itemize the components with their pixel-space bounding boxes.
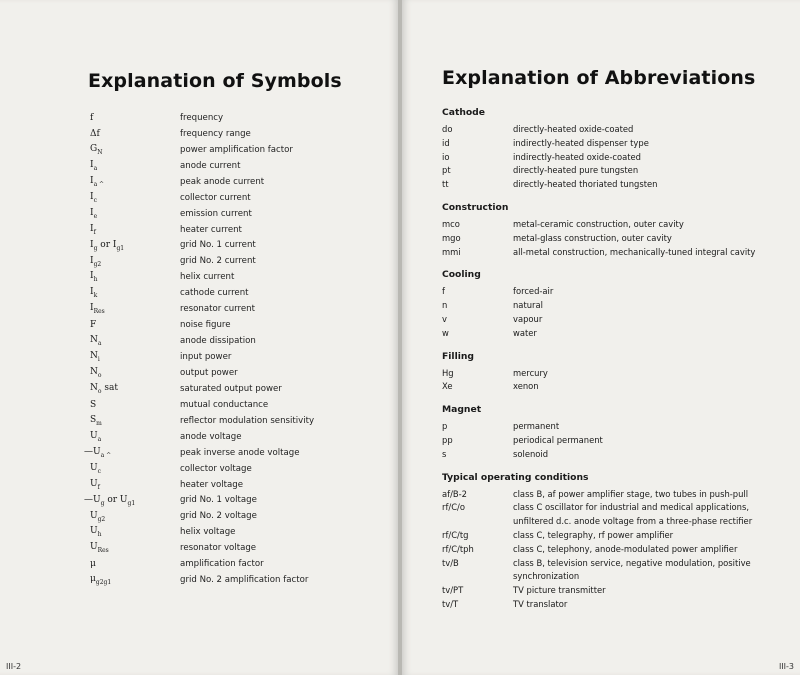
abbreviation: w: [442, 327, 449, 338]
symbol: $I_{a \^{}}$: [90, 175, 105, 188]
symbol-row: [90, 206, 314, 222]
symbol: $U_{Res}$: [90, 542, 109, 555]
symbol: S: [90, 399, 97, 410]
symbol: μ: [90, 559, 96, 570]
abbreviation: af/B-2: [442, 488, 467, 499]
abbreviation-description: class C, telephony, anode-modulated power amplifier: [513, 543, 738, 554]
symbol-description: helix current: [180, 272, 235, 283]
symbol: $\mu_{g2g1}$: [90, 574, 112, 587]
section-heading: Filling: [442, 350, 474, 362]
abbreviation-description: directly-heated oxide-coated: [513, 124, 634, 134]
symbol-row: [90, 126, 314, 142]
abbreviation-description: vapour: [513, 313, 543, 324]
section-gap: [442, 259, 792, 268]
abbreviation-description: TV picture transmitter: [513, 585, 606, 596]
abbreviation-row: [442, 313, 792, 327]
abbreviation-row: [442, 598, 792, 612]
abbreviation: rf/C/o: [442, 502, 466, 513]
abbreviation-section: [442, 106, 792, 192]
symbol: F: [90, 320, 97, 331]
symbol-description: noise figure: [180, 320, 231, 331]
abbreviation: f: [442, 286, 445, 297]
symbol-description: collector current: [180, 192, 251, 203]
symbol-row: [90, 413, 314, 429]
symbol: Δf: [90, 128, 100, 139]
abbreviation-section: [442, 403, 792, 461]
symbol: $N_o$: [90, 367, 102, 379]
section-heading: Magnet: [442, 404, 482, 416]
symbol-description: input power: [180, 352, 232, 363]
abbreviation-row: [442, 380, 792, 394]
abbreviation-row: [442, 232, 792, 246]
symbol: $I_{Res}$: [90, 303, 105, 316]
abbreviation: Hg: [442, 367, 454, 378]
abbreviation-description: metal-ceramic construction, outer cavity: [513, 218, 684, 229]
symbol-row: [90, 365, 314, 381]
abbreviation-description: water: [513, 327, 537, 338]
symbol-description: grid No. 1 current: [180, 240, 256, 251]
abbreviation: Xe: [442, 381, 453, 392]
symbol: $N_a$: [90, 335, 102, 347]
page-title: Explanation of Abbreviations: [442, 67, 756, 89]
abbreviation: id: [442, 137, 450, 148]
symbol: $I_e$: [90, 207, 98, 220]
symbol: $I_h$: [90, 271, 98, 284]
symbol-description: amplification factor: [180, 559, 264, 570]
symbol-row: [84, 445, 314, 461]
abbreviation: tv/B: [442, 557, 459, 568]
abbreviation-row: [442, 178, 792, 192]
symbol-description: cathode current: [180, 288, 249, 299]
symbol: $I_f$: [90, 223, 96, 236]
symbol-description: frequency: [180, 112, 224, 123]
symbol-row: [90, 238, 314, 254]
symbol: $—U_{a \^{}}$: [84, 446, 112, 459]
section-heading: Typical operating conditions: [442, 471, 589, 483]
symbol-description: mutual conductance: [180, 399, 269, 410]
abbreviation-description: indirectly-heated dispenser type: [513, 137, 649, 148]
abbreviation-section: [442, 268, 792, 340]
abbreviation-row: [442, 137, 792, 151]
symbol-description: output power: [180, 367, 238, 378]
symbol: $U_c$: [90, 462, 101, 475]
right-page: [402, 0, 800, 675]
abbreviation: pt: [442, 165, 451, 176]
section-heading: Cathode: [442, 107, 485, 118]
abbreviation-description: class C, telegraphy, rf power amplifier: [513, 529, 674, 540]
symbol: $I_a$: [90, 159, 98, 172]
symbol-description: peak anode current: [180, 176, 265, 187]
symbol-description: heater voltage: [180, 479, 244, 490]
symbol-row: [90, 349, 314, 365]
symbol-description: resonator voltage: [180, 543, 257, 554]
abbreviation-description: class B, af power amplifier stage, two tubes in push-pull: [513, 488, 749, 499]
abbreviation-section: [442, 201, 792, 259]
section-gap: [442, 462, 792, 471]
abbreviation-row: [442, 246, 792, 260]
symbol: $—U_g$ or $U_{g1}$: [84, 494, 136, 507]
abbreviation-row: [442, 434, 792, 448]
symbol-row: [90, 317, 314, 333]
abbreviation-row: [442, 557, 792, 585]
symbol-description: resonator current: [180, 304, 255, 315]
symbol-row: [84, 493, 314, 509]
symbol: $I_c$: [90, 191, 97, 204]
symbol: $U_a$: [90, 430, 102, 443]
abbreviation: mco: [442, 218, 460, 229]
symbol-row: [90, 333, 314, 349]
symbol-description: peak inverse anode voltage: [180, 447, 300, 458]
abbreviation-row: [442, 448, 792, 462]
symbol: f: [90, 112, 94, 123]
symbol-row: [90, 174, 314, 190]
symbol-description: anode voltage: [180, 431, 242, 442]
abbreviation-section: [442, 350, 792, 395]
section-heading: Cooling: [442, 269, 481, 281]
abbreviation-row: [442, 123, 792, 137]
symbol: $G_N$: [90, 143, 103, 156]
page-title: Explanation of Symbols: [88, 70, 342, 92]
abbreviation-row: [442, 501, 792, 529]
abbreviation-description: natural: [513, 300, 543, 311]
symbol-row: [90, 572, 314, 588]
symbol-row: [90, 222, 314, 238]
abbreviation-section: [442, 471, 792, 612]
symbol: $S_m$: [90, 414, 102, 427]
symbol-description: saturated output power: [180, 383, 282, 394]
symbol: $N_o$ sat: [90, 383, 118, 395]
abbreviation: tv/T: [442, 598, 459, 609]
abbreviation-sections: [442, 106, 792, 612]
abbreviation: rf/C/tph: [442, 543, 474, 554]
section-gap: [442, 341, 792, 350]
symbol-row: [90, 397, 314, 413]
symbol: $I_k$: [90, 287, 98, 300]
symbol-description: frequency range: [180, 128, 251, 139]
symbol-row: [90, 253, 314, 269]
abbreviation: n: [442, 300, 448, 311]
abbreviation: do: [442, 124, 453, 134]
abbreviation: rf/C/tg: [442, 529, 469, 540]
symbol-row: [90, 301, 314, 317]
symbol-row: [90, 429, 314, 445]
symbol-row: [90, 461, 314, 477]
symbol-row: [90, 269, 314, 285]
abbreviation-row: [442, 543, 792, 557]
abbreviation-description: forced-air: [513, 286, 554, 297]
abbreviation-row: [442, 420, 792, 434]
symbol-description: reflector modulation sensitivity: [180, 415, 315, 426]
abbreviation: v: [442, 313, 447, 324]
symbol-list: [84, 110, 315, 588]
abbreviation-description: class C oscillator for industrial and medical applications, unfiltered d.c. anode voltage from a three-phase rectifier: [513, 502, 753, 527]
section-gap: [442, 394, 792, 403]
abbreviation-description: xenon: [513, 381, 539, 392]
abbreviation-description: directly-heated thoriated tungsten: [513, 179, 658, 190]
abbreviation-row: [442, 164, 792, 178]
symbol-description: helix voltage: [180, 527, 236, 538]
symbol-description: grid No. 2 amplification factor: [180, 575, 309, 586]
symbol: $I_{g2}$: [90, 255, 102, 268]
abbreviation-description: periodical permanent: [513, 434, 603, 445]
symbol-description: grid No. 2 voltage: [180, 511, 257, 522]
symbol: $U_{g2}$: [90, 510, 106, 523]
abbreviation-row: [442, 299, 792, 313]
abbreviation-row: [442, 218, 792, 232]
left-page: [0, 0, 398, 675]
abbreviation: io: [442, 151, 450, 162]
symbol-row: [90, 158, 314, 174]
abbreviation-description: solenoid: [513, 448, 549, 459]
abbreviation-description: permanent: [513, 421, 560, 432]
abbreviation-row: [442, 151, 792, 165]
symbol-row: [90, 556, 314, 572]
abbreviation-row: [442, 584, 792, 598]
abbreviation: p: [442, 421, 448, 432]
abbreviation-row: [442, 367, 792, 381]
page-number: III-3: [778, 662, 794, 671]
symbol-description: emission current: [180, 208, 252, 219]
symbol: $U_h$: [90, 526, 102, 539]
symbol-row: [90, 381, 314, 397]
symbol: $N_i$: [90, 351, 100, 363]
symbol-row: [90, 110, 314, 126]
abbreviation-row: [442, 488, 792, 502]
abbreviation: pp: [442, 434, 453, 445]
abbreviation-description: directly-heated pure tungsten: [513, 165, 639, 176]
symbol-row: [90, 524, 314, 540]
abbreviation-description: class B, television service, negative modulation, positive synchronization: [513, 557, 751, 582]
abbreviation: tt: [442, 179, 449, 190]
abbreviation-description: mercury: [513, 367, 548, 378]
symbol-row: [90, 142, 314, 158]
section-heading: Construction: [442, 201, 509, 213]
abbreviation-description: TV translator: [513, 598, 568, 609]
abbreviation: mgo: [442, 232, 461, 243]
symbol-row: [90, 540, 314, 556]
symbol-description: grid No. 2 current: [180, 256, 256, 267]
abbreviation-description: metal-glass construction, outer cavity: [513, 232, 672, 243]
symbol-row: [90, 477, 314, 493]
symbol: $U_f$: [90, 478, 100, 491]
symbol: $I_g$ or $I_{g1}$: [90, 239, 125, 252]
symbol-description: anode dissipation: [180, 336, 256, 347]
symbol-description: grid No. 1 voltage: [180, 495, 257, 506]
abbreviation-row: [442, 327, 792, 341]
symbol-row: [90, 508, 314, 524]
symbol-description: heater current: [180, 224, 242, 235]
symbol-row: [90, 285, 314, 301]
abbreviation-row: [442, 285, 792, 299]
abbreviation: tv/PT: [442, 585, 464, 596]
symbol-row: [90, 190, 314, 206]
page-number: III-2: [6, 662, 22, 671]
abbreviation: s: [442, 448, 447, 459]
symbol-description: anode current: [180, 160, 241, 171]
abbreviation-row: [442, 529, 792, 543]
abbreviation-description: indirectly-heated oxide-coated: [513, 151, 641, 162]
section-gap: [442, 192, 792, 201]
symbol-description: collector voltage: [180, 463, 252, 474]
symbol-description: power amplification factor: [180, 144, 293, 155]
abbreviation-description: all-metal construction, mechanically-tuned integral cavity: [513, 246, 756, 257]
abbreviation: mmi: [442, 246, 461, 257]
